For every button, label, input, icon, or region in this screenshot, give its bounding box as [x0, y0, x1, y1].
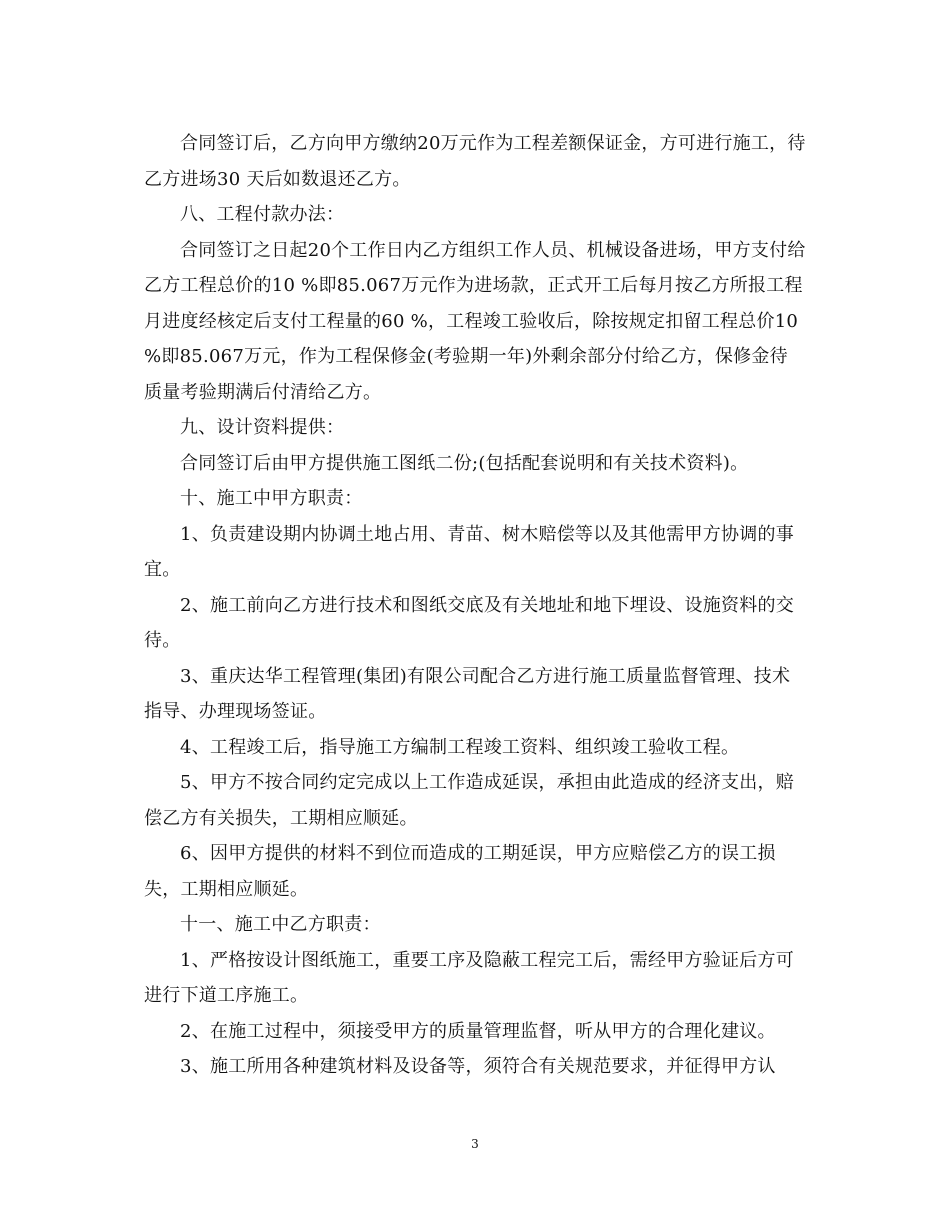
- party-a-duty-4: 4、工程竣工后，指导施工方编制工程竣工资料、组织竣工验收工程。: [180, 736, 740, 758]
- heading-party-a-duties: 十、施工中甲方职责：: [180, 488, 363, 509]
- party-b-duty-2: 2、在施工过程中，须接受甲方的质量管理监督，听从甲方的合理化建议。: [180, 1020, 776, 1042]
- paragraph-deposit: 合同签订后，乙方向甲方缴纳20万元作为工程差额保证金，方可进行施工，待乙方进场30 天后如数退还乙方。: [144, 133, 806, 190]
- party-a-duty-2: 2、施工前向乙方进行技术和图纸交底及有关地址和地下埋设、设施资料的交待。: [144, 594, 794, 651]
- party-a-duty-3: 3、重庆达华工程管理(集团)有限公司配合乙方进行施工质量监督管理、技术指导、办理现场签证。: [144, 665, 791, 722]
- party-b-duty-1: 1、严格按设计图纸施工，重要工序及隐蔽工程完工后，需经甲方验证后方可进行下道工序施工。: [144, 949, 794, 1006]
- heading-party-b-duties: 十一、施工中乙方职责：: [180, 914, 381, 935]
- party-b-duty-3: 3、施工所用各种建筑材料及设备等，须符合有关规范要求，并征得甲方认: [180, 1056, 776, 1077]
- party-a-duty-1: 1、负责建设期内协调土地占用、青苗、树木赔偿等以及其他需甲方协调的事宜。: [144, 523, 794, 580]
- paragraph-payment-terms: 合同签订之日起20个工作日内乙方组织工作人员、机械设备进场，甲方支付给乙方工程总价的10 %即85.067万元作为进场款，正式开工后每月按乙方所报工程月进度经核定后支付工程量的60 %，工程竣工验收后，除按规定扣留工程总价10 %即85.067万元，作为工程保修金(考验期一年)外剩余部分付给乙方，保修金待质量考验期满后付清给乙方。: [144, 239, 806, 403]
- party-a-duty-6: 6、因甲方提供的材料不到位而造成的工期延误，甲方应赔偿乙方的误工损失，工期相应顺延。: [144, 843, 776, 900]
- heading-design-materials: 九、设计资料提供：: [180, 417, 345, 438]
- page-number: 3: [471, 1137, 479, 1151]
- party-a-duty-5: 5、甲方不按合同约定完成以上工作造成延误，承担由此造成的经济支出，赔偿乙方有关损失，工期相应顺延。: [144, 772, 794, 829]
- heading-payment-method: 八、工程付款办法：: [180, 204, 345, 225]
- document-body: [144, 126, 806, 1085]
- paragraph-design-drawings: 合同签订后由甲方提供施工图纸二份;(包括配套说明和有关技术资料)。: [180, 452, 749, 474]
